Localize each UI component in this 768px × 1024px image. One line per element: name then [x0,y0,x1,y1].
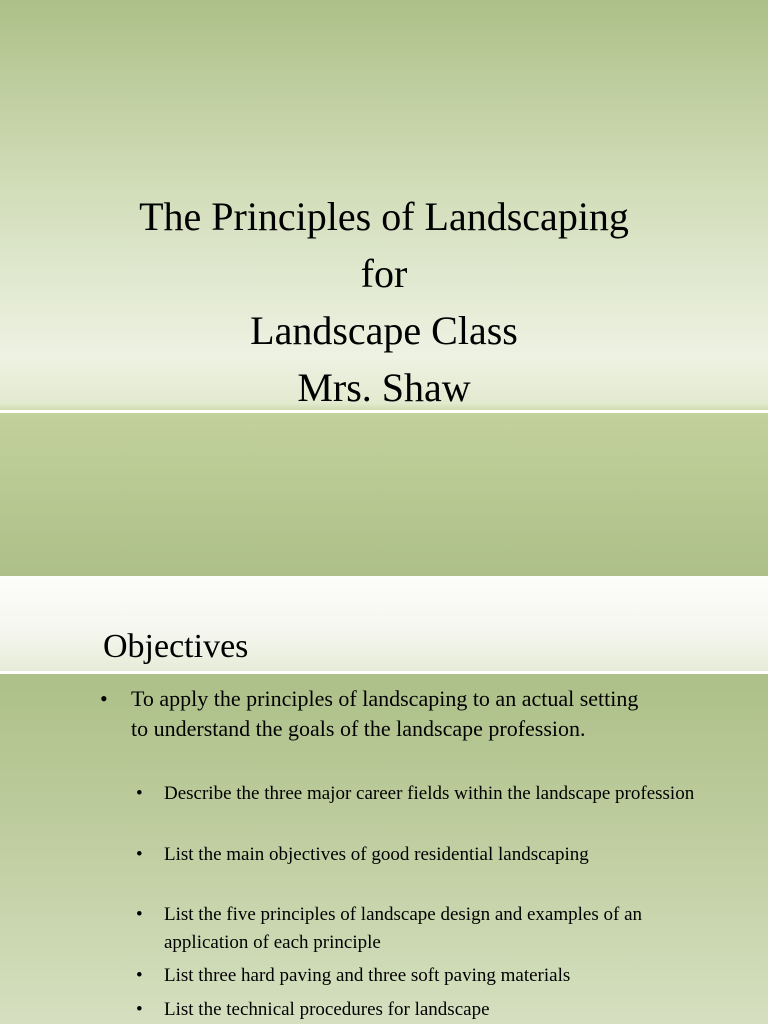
bullet-text: Describe the three major career fields within the landscape profession [164,783,695,804]
list-item-sub [136,841,696,869]
objectives-heading: Objectives [103,628,249,665]
bullet-text: List three hard paving and three soft paving materials [164,965,571,986]
list-item-sub [136,962,696,990]
slide-title [0,188,768,416]
bullet-icon: • [100,686,108,711]
title-line-1: The Principles of Landscaping [139,194,629,239]
list-item-sub [136,780,696,808]
list-item-main [100,684,660,744]
title-line-3: Landscape Class [250,308,518,353]
title-line-2: for [360,251,408,296]
bullet-icon: • [136,783,143,804]
bullet-icon: • [136,904,143,925]
bullet-text: To apply the principles of landscaping to an actual setting to understand the goals of the landscape profession. [131,686,639,741]
bullet-text: List the main objectives of good residential landscaping [164,844,589,865]
list-item-sub [136,901,696,957]
title-line-4: Mrs. Shaw [297,365,471,410]
bullet-text: List the five principles of landscape design and examples of an application of each principle [164,904,643,953]
bullet-icon: • [136,965,143,986]
bullet-icon: • [136,999,143,1020]
list-item-sub [136,996,696,1024]
bullet-text: List the technical procedures for landscape [164,999,490,1020]
bullet-icon: • [136,844,143,865]
objectives-slide [0,576,768,1024]
